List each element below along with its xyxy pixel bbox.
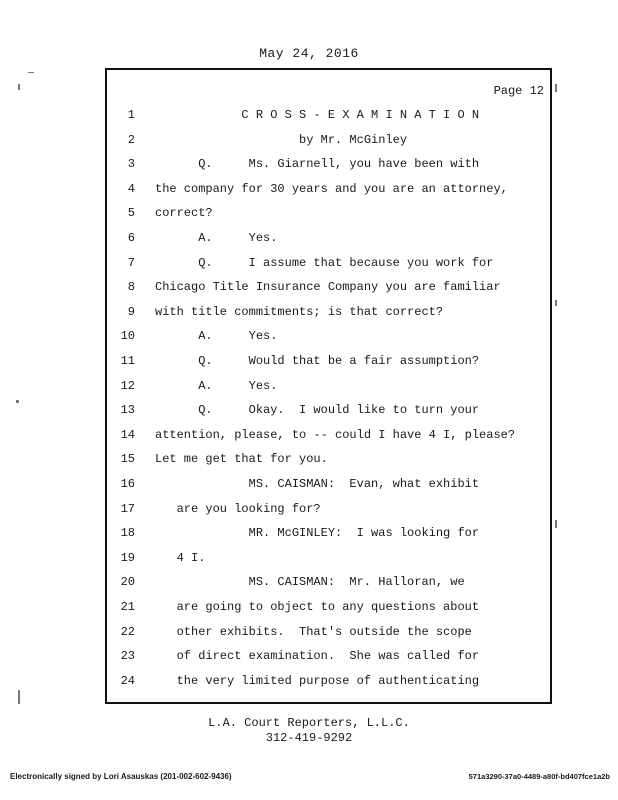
line-number: 12	[120, 378, 135, 393]
document-id: 571a3290-37a0-4489-a80f-bd407fce1a2b	[468, 772, 610, 781]
line-text: MR. McGINLEY: I was looking for	[155, 526, 480, 541]
line-number: 24	[120, 673, 135, 688]
line-text: A. Yes.	[155, 329, 278, 344]
line-text: Q. Would that be a fair assumption?	[155, 354, 480, 368]
transcript-line	[107, 502, 547, 518]
line-number: 11	[120, 354, 135, 368]
line-text: the very limited purpose of authenticating	[155, 673, 480, 688]
line-text: MS. CAISMAN: Evan, what exhibit	[155, 477, 480, 491]
transcript-line	[107, 354, 547, 370]
transcript-line	[107, 231, 547, 247]
transcript-line	[107, 674, 547, 690]
scan-speck	[18, 690, 20, 704]
transcript-line	[107, 206, 547, 222]
line-number: 20	[120, 575, 135, 590]
line-text: A. Yes.	[155, 231, 278, 245]
line-text: Q. Okay. I would like to turn your	[155, 403, 480, 418]
line-text: of direct examination. She was called for	[155, 649, 480, 664]
line-number: 6	[127, 231, 135, 245]
line-text: Q. I assume that because you work for	[155, 255, 494, 270]
electronic-signature-note: Electronically signed by Lori Asauskas (201-002-602-9436)	[10, 772, 232, 781]
line-number: 1	[127, 108, 135, 122]
transcript-line	[107, 428, 547, 444]
line-text: 4 I.	[155, 550, 206, 565]
line-text: C R O S S - E X A M I N A T I O N	[155, 108, 480, 122]
transcript-line	[107, 551, 547, 567]
line-text: other exhibits. That's outside the scope	[155, 624, 472, 639]
transcript-line	[107, 575, 547, 591]
scan-speck	[555, 84, 557, 92]
line-text: A. Yes.	[155, 378, 278, 393]
transcript-line	[107, 280, 547, 296]
line-number: 10	[120, 329, 135, 344]
line-number: 15	[120, 452, 135, 467]
line-number: 4	[127, 181, 135, 196]
transcript-line	[107, 329, 547, 345]
transcript-line	[107, 108, 547, 124]
line-number: 2	[127, 132, 135, 147]
line-number: 9	[127, 304, 135, 319]
line-text: attention, please, to -- could I have 4 I, please?	[155, 427, 516, 442]
transcript-line	[107, 600, 547, 616]
transcript-line	[107, 477, 547, 493]
line-number: 13	[120, 403, 135, 418]
line-text: with title commitments; is that correct?	[155, 304, 444, 319]
transcript-line	[107, 379, 547, 395]
transcript-line	[107, 305, 547, 321]
transcript-line	[107, 133, 547, 149]
line-number: 14	[120, 427, 135, 442]
line-number: 22	[120, 624, 135, 639]
transcript-line	[107, 526, 547, 542]
transcript-line	[107, 182, 547, 198]
transcript-page	[105, 68, 552, 704]
court-reporter-name: L.A. Court Reporters, L.L.C.	[208, 716, 410, 730]
scan-speck	[16, 400, 19, 403]
transcript-line	[107, 256, 547, 272]
line-number: 19	[120, 550, 135, 565]
line-text: are going to object to any questions about	[155, 600, 480, 614]
line-number: 7	[127, 255, 135, 270]
line-number: 5	[127, 206, 135, 221]
transcript-line	[107, 625, 547, 641]
court-reporter-phone: 312-419-9292	[265, 731, 353, 745]
page-number: Page 12	[493, 84, 544, 98]
line-number: 16	[120, 477, 135, 491]
scan-speck	[555, 520, 557, 528]
line-text: Q. Ms. Giarnell, you have been with	[155, 157, 480, 172]
transcript-line	[107, 452, 547, 468]
line-text: by Mr. McGinley	[155, 132, 408, 147]
line-text: correct?	[155, 206, 213, 221]
line-text: the company for 30 years and you are an attorney,	[155, 181, 508, 196]
line-number: 3	[127, 157, 135, 172]
line-text: Let me get that for you.	[155, 452, 328, 467]
line-text: Chicago Title Insurance Company you are familiar	[155, 280, 501, 295]
scan-speck	[28, 72, 34, 73]
line-text: MS. CAISMAN: Mr. Halloran, we	[155, 575, 465, 590]
transcript-line	[107, 649, 547, 665]
line-number: 8	[127, 280, 135, 295]
transcript-date: May 24, 2016	[259, 46, 359, 61]
line-number: 18	[120, 526, 135, 541]
line-number: 21	[120, 600, 135, 614]
line-number: 17	[120, 501, 135, 516]
line-text: are you looking for?	[155, 501, 321, 516]
transcript-line	[107, 157, 547, 173]
line-number: 23	[120, 649, 135, 664]
transcript-line	[107, 403, 547, 419]
scan-speck	[18, 84, 20, 90]
scan-speck	[555, 300, 557, 306]
